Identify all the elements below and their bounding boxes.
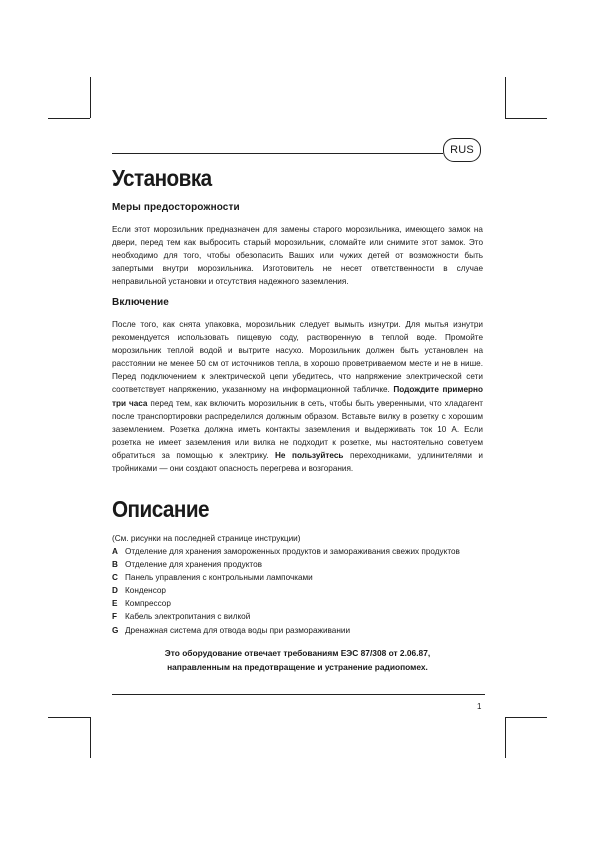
header-rule — [112, 153, 443, 154]
item-letter: G — [112, 625, 119, 635]
compliance-notice: Это оборудование отвечает требованиям ЕЭС 87/308 от 2.06.87, направленным на предотвращение и устранение радиопомех. — [164, 648, 431, 672]
item-letter: B — [112, 560, 118, 570]
crop-mark — [90, 717, 91, 758]
section-title-description: Описание — [112, 496, 210, 522]
component-list — [112, 545, 460, 637]
list-item — [112, 558, 460, 571]
item-text: Кабель электропитания с вилкой — [125, 612, 251, 622]
item-letter: A — [112, 547, 118, 556]
item-letter: C — [112, 573, 118, 583]
bold-do-not-use: Не пользуйтесь — [275, 450, 344, 460]
item-letter: D — [112, 586, 118, 596]
list-item — [112, 545, 460, 558]
crop-mark — [505, 118, 547, 119]
crop-mark — [48, 717, 90, 718]
item-text: Отделение для хранения замороженных продуктов и замораживания свежих продуктов — [125, 547, 460, 556]
item-text: Панель управления с контрольными лампочками — [125, 573, 313, 583]
section-title-installation: Установка — [112, 165, 212, 191]
bold-wait-three-hours: Подождите примерно три часа — [112, 385, 483, 408]
page-number: 1 — [477, 702, 482, 711]
crop-mark — [505, 717, 547, 718]
language-badge: RUS — [443, 138, 481, 162]
list-item — [112, 597, 460, 610]
list-item — [112, 610, 460, 623]
crop-mark — [505, 77, 506, 118]
paragraph-precautions: Если этот морозильник предназначен для замены старого морозильника, имеющего замок на двери, перед тем как выбросить старый морозильник, сломайте или снимите этот замок. Это необходимо для того, чтобы обезопасить Ваших или чужих детей от возможности быть запертыми внутри морозильника. Изготовитель не несет ответственности в случае неправильной установки и отсутствия надежного заземления. — [112, 225, 483, 287]
crop-mark — [90, 77, 91, 118]
list-item — [112, 624, 460, 637]
footer-rule — [112, 694, 485, 695]
list-item — [112, 571, 460, 584]
item-text: Компрессор — [125, 599, 171, 609]
item-text: Конденсор — [125, 586, 166, 596]
subheading-precautions: Меры предосторожности — [112, 202, 240, 213]
item-letter: F — [112, 612, 118, 622]
item-text: Дренажная система для отвода воды при размораживании — [125, 625, 351, 635]
subheading-switching-on: Включение — [112, 297, 169, 308]
paragraph-switching-on: После того, как снята упаковка, морозильник следует вымыть изнутри. Для мытья изнутри рекомендуется использовать пищевую соду, растворенную в теплой воде. Промойте морозильник теплой водой и вытрите насухо. Морозильник должен быть установлен на расстоянии не менее 50 см от источников тепла, в хорошо проветриваемом месте и не в нише. Перед подключением к электрической цепи убедитесь, что напряжение электрической сети соответствует напряжению, указанному на информационной табличке. Подождите примерно три часа перед тем, как включить морозильник в сеть, чтобы быть уверенными, что хладагент после транспортировки распределился должным образом. Вставьте вилку в розетку с хорошим заземлением. Розетка должна иметь контакты заземления и выдерживать ток 10 А. Если розетка не имеет заземления или вилка не подходит к розетке, мы настоятельно советуем обратиться за помощью к электрику. Не пользуйтесь переходниками, удлинителями и тройниками — они создают опасность перегрева и возгорания. — [112, 320, 484, 474]
description-intro: (См. рисунки на последней странице инструкции) — [112, 534, 301, 543]
crop-mark — [505, 717, 506, 758]
item-text: Отделение для хранения продуктов — [125, 560, 262, 570]
crop-mark — [48, 118, 90, 119]
item-letter: E — [112, 599, 118, 609]
list-item — [112, 584, 460, 597]
